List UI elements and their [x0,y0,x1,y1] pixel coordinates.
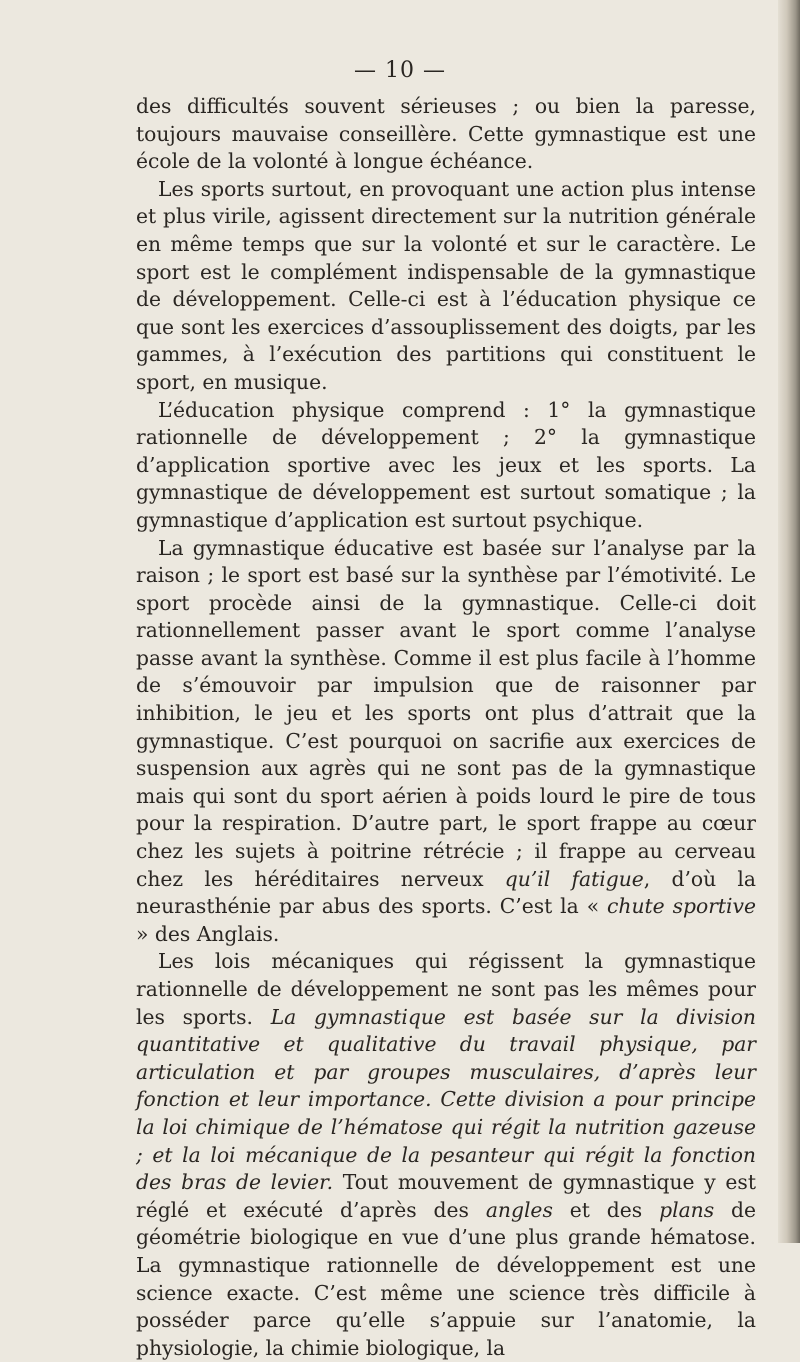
paragraph-5-italic-b: angles [485,1197,553,1222]
paragraph-1-text: des difficultés souvent sérieuses ; ou bien la paresse, toujours mauvaise conseillère. Cette gymnastique est une école de la volonté à longue échéance. [136,94,756,174]
paragraph-5-text-d: de géométrie biologique en vue d’une plus grande hématose. La gymnastique rationnelle de développement est une science exacte. C’est même une science très difficile à posséder parce qu’elle s’appuie sur l’anatomie, la physiologie, la chimie biologique, la [136,1197,757,1360]
page-number: — 10 — [354,58,446,83]
paragraph-4-italic-a: qu’il fatigue [504,866,644,891]
paragraph-4-text-b: , d’où la neurasthénie par abus des sports. C’est la « [136,866,756,919]
paragraph-3-text: L’éducation physique comprend : 1° la gymnastique rationnelle de développement ; 2° la gymnastique d’application sportive avec les jeux et les sports. La gymnastique de développement est surtout somatique ; la gymnastique d’application est surtout psychique. [136,397,756,532]
paragraph-5-italic-c: plans [659,1197,715,1222]
paragraph-5 [136,948,756,1362]
paragraph-2 [136,176,756,397]
paragraph-3 [136,397,756,535]
paragraph-4-italic-b: chute sportive [607,894,756,919]
paragraph-5-italic-a: La gymnastique est basée sur la division quantitative et qualitative du travail physique, par articulation et par groupes musculaires, d’après leur fonction et leur importance. Cette division a pour principe la loi chimique de l’hématose qui régit la nutrition gazeuse ; et la loi mécanique de la pesanteur qui régit la fonction des bras de levier. [136,1004,756,1195]
paragraph-4 [136,535,756,949]
paragraph-5-text-b: Tout mouvement de gymnastique y est réglé et exécuté d’après des [136,1170,756,1222]
paragraph-4-text-a: La gymnastique éducative est basée sur l’analyse par la raison ; le sport est basé sur la synthèse par l’émotivité. Le sport procède ainsi de la gymnastique. Celle-ci doit rationnellement passer avant le sport comme l’analyse passe avant la synthèse. Comme il est plus facile à l’homme de s’émouvoir par impulsion que de raisonner par inhibition, le jeu et les sports ont plus d’attrait que la gymnastique. C’est pourquoi on sacrifie aux exercices de suspension aux agrès qui ne sont pas de la gymnastique mais qui sont du sport aérien à poids lourd le pire de tous pour la respiration. D’autre part, le sport frappe au cœur chez les sujets à poitrine rétrécie ; il frappe au cerveau chez les héréditaires nerveux [136,535,756,891]
paragraph-5-text-a: Les lois mécaniques qui régissent la gymnastique rationnelle de développement ne sont pas les mêmes pour les sports. [136,949,756,1029]
paragraph-5-text-c: et des [552,1197,660,1222]
paragraph-1 [136,93,756,176]
page-edge-shadow [778,0,800,1243]
body-text [136,93,756,1362]
paragraph-4-text-c: » des Anglais. [136,921,280,946]
paragraph-2-text: Les sports surtout, en provoquant une action plus intense et plus virile, agissent directement sur la nutrition générale en même temps que sur la volonté et sur le caractère. Le sport est le complément indispensable de la gymnastique de développement. Celle-ci est à l’éducation physique ce que sont les exercices d’assouplissement des doigts, par les gammes, à l’exécution des partitions qui constituent le sport, en musique. [136,176,756,394]
